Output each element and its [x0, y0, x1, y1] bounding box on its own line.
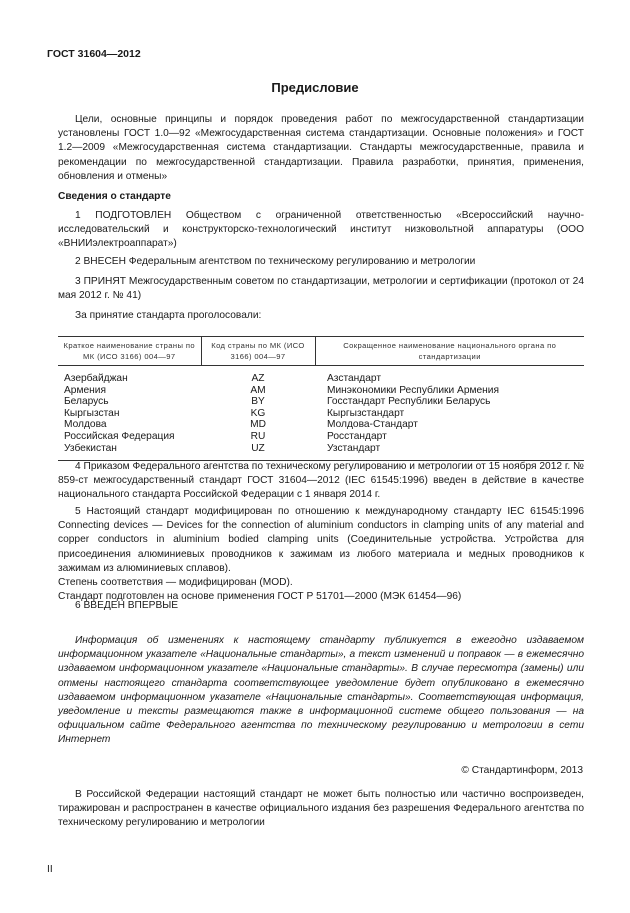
rights-notice: В Российской Федерации настоящий стандарт не может быть полностью или частично воспроизведен, тиражирован и распространен в качестве официального издания без разрешения Федерального агентства по техническому регулированию и метрологии: [58, 789, 584, 829]
table-row: [58, 396, 584, 408]
page-title: Предисловие: [271, 80, 359, 95]
table-header-row: [58, 337, 584, 366]
document-header: ГОСТ 31604—2012: [47, 48, 141, 60]
standards-body: Узстандарт: [315, 443, 584, 461]
header-standards-body: Сокращенное наименование национального органа по стандартизации: [315, 337, 584, 366]
conformity-degree: Степень соответствия — модифицирован (MOD).: [58, 577, 293, 589]
section-heading: Сведения о стандарте: [58, 191, 171, 202]
standards-body: Кыргызстандарт: [327, 407, 405, 419]
country-name: Кыргызстан: [64, 407, 120, 419]
standards-body: Росстандарт: [327, 430, 387, 442]
country-name: Беларусь: [64, 396, 109, 408]
item-adopted: 3 ПРИНЯТ Межгосударственным советом по стандартизации, метрологии и сертификации (протокол от 24 мая 2012 г. № 41): [58, 276, 584, 302]
country-code: AZ: [251, 373, 265, 384]
table-row: [58, 431, 584, 443]
item-introduced: 6 ВВЕДЕН ВПЕРВЫЕ: [75, 600, 179, 611]
item-enacted: 4 Приказом Федерального агентства по техническому регулированию и метрологии от 15 ноября 2012 г. № 859-ст межгосударственный стандарт ГОСТ 31604—2012 (IEC 61545:1996) введен в действие в качестве национального стандарта Российской Федерации с 1 января 2014 г.: [58, 461, 584, 501]
table-row: [58, 408, 584, 420]
country-name: Узбекистан: [58, 443, 201, 461]
intro-paragraph: Цели, основные принципы и порядок проведения работ по межгосударственной стандартизации установлены ГОСТ 1.0—92 «Межгосударственная система стандартизации. Основные положения» и ГОСТ 1.2—2009 «Межгосударственная система стандартизации. Стандарты межгосударственные, правила и рекомендации по межгосударственной стандартизации. Правила разработки, принятия, применения, обновления и отмены»: [58, 114, 584, 182]
country-name: Армения: [64, 384, 106, 396]
item-modified: [58, 505, 584, 604]
country-code: RU: [250, 430, 266, 442]
header-country-name: Краткое наименование страны по МК (ИСО 3166) 004—97: [58, 337, 201, 366]
table-row: [58, 419, 584, 431]
country-code: KG: [250, 407, 266, 419]
standards-body: Азстандарт: [327, 373, 382, 384]
modified-text: 5 Настоящий стандарт модифицирован по отношению к международному стандарту IEC 61545:1996 Connecting devices — Devices for the connection of aluminium conductors in clamping units of any material and copper conductors in aluminium bodied clamping units (Соединительные устройства. Устройства для присоединения алюминиевых проводников к зажимам из любого материала и медных проводников к зажимам из алюминиевых сплавов).: [58, 506, 584, 574]
voting-table: [58, 336, 584, 461]
table-row: [58, 443, 584, 461]
country-code: BY: [251, 396, 265, 408]
country-code: UZ: [201, 443, 315, 461]
item-prepared: 1 ПОДГОТОВЛЕН Обществом с ограниченной ответственностью «Всероссийский научно-исследовательский и конструкторско-технологический институт низковольтной аппаратуры (ООО «ВНИИэлектроаппарат»): [58, 210, 584, 250]
table-row: [58, 366, 584, 385]
changes-notice: Информация об изменениях к настоящему стандарту публикуется в ежегодно издаваемом информационном указателе «Национальные стандарты», а текст изменений и поправок — в ежемесячно издаваемом информационном указателе «Национальные стандарты». В случае пересмотра (замены) или отмены настоящего стандарта соответствующее уведомление будет опубликовано в ежемесячно издаваемом информационном указателе «Национальные стандарты». Соответствующая информация, уведомление и тексты размещаются также в информационной системе общего пользования — на официальном сайте Федерального агентства по техническому регулированию и метрологии в сети Интернет: [58, 635, 584, 746]
preparation-basis: Стандарт подготовлен на основе применения ГОСТ Р 51701—2000 (МЭК 61454—96): [58, 591, 462, 603]
table-row: [58, 385, 584, 397]
country-name: Молдова: [64, 419, 107, 431]
country-name: Российская Федерация: [64, 430, 175, 442]
standards-body: Госстандарт Республики Беларусь: [327, 396, 491, 408]
vote-intro: За принятие стандарта проголосовали:: [75, 310, 262, 321]
country-name: Азербайджан: [64, 373, 128, 384]
country-code: AM: [250, 384, 266, 396]
header-country-code: Код страны по МК (ИСО 3166) 004—97: [201, 337, 315, 366]
page-number: II: [47, 864, 53, 875]
copyright: © Стандартинформ, 2013: [461, 765, 583, 776]
country-code: MD: [250, 419, 266, 431]
standards-body: Минэкономики Республики Армения: [327, 384, 499, 396]
item-submitted: 2 ВНЕСЕН Федеральным агентством по техническому регулированию и метрологии: [75, 256, 476, 267]
standards-body: Молдова-Стандарт: [327, 419, 418, 431]
